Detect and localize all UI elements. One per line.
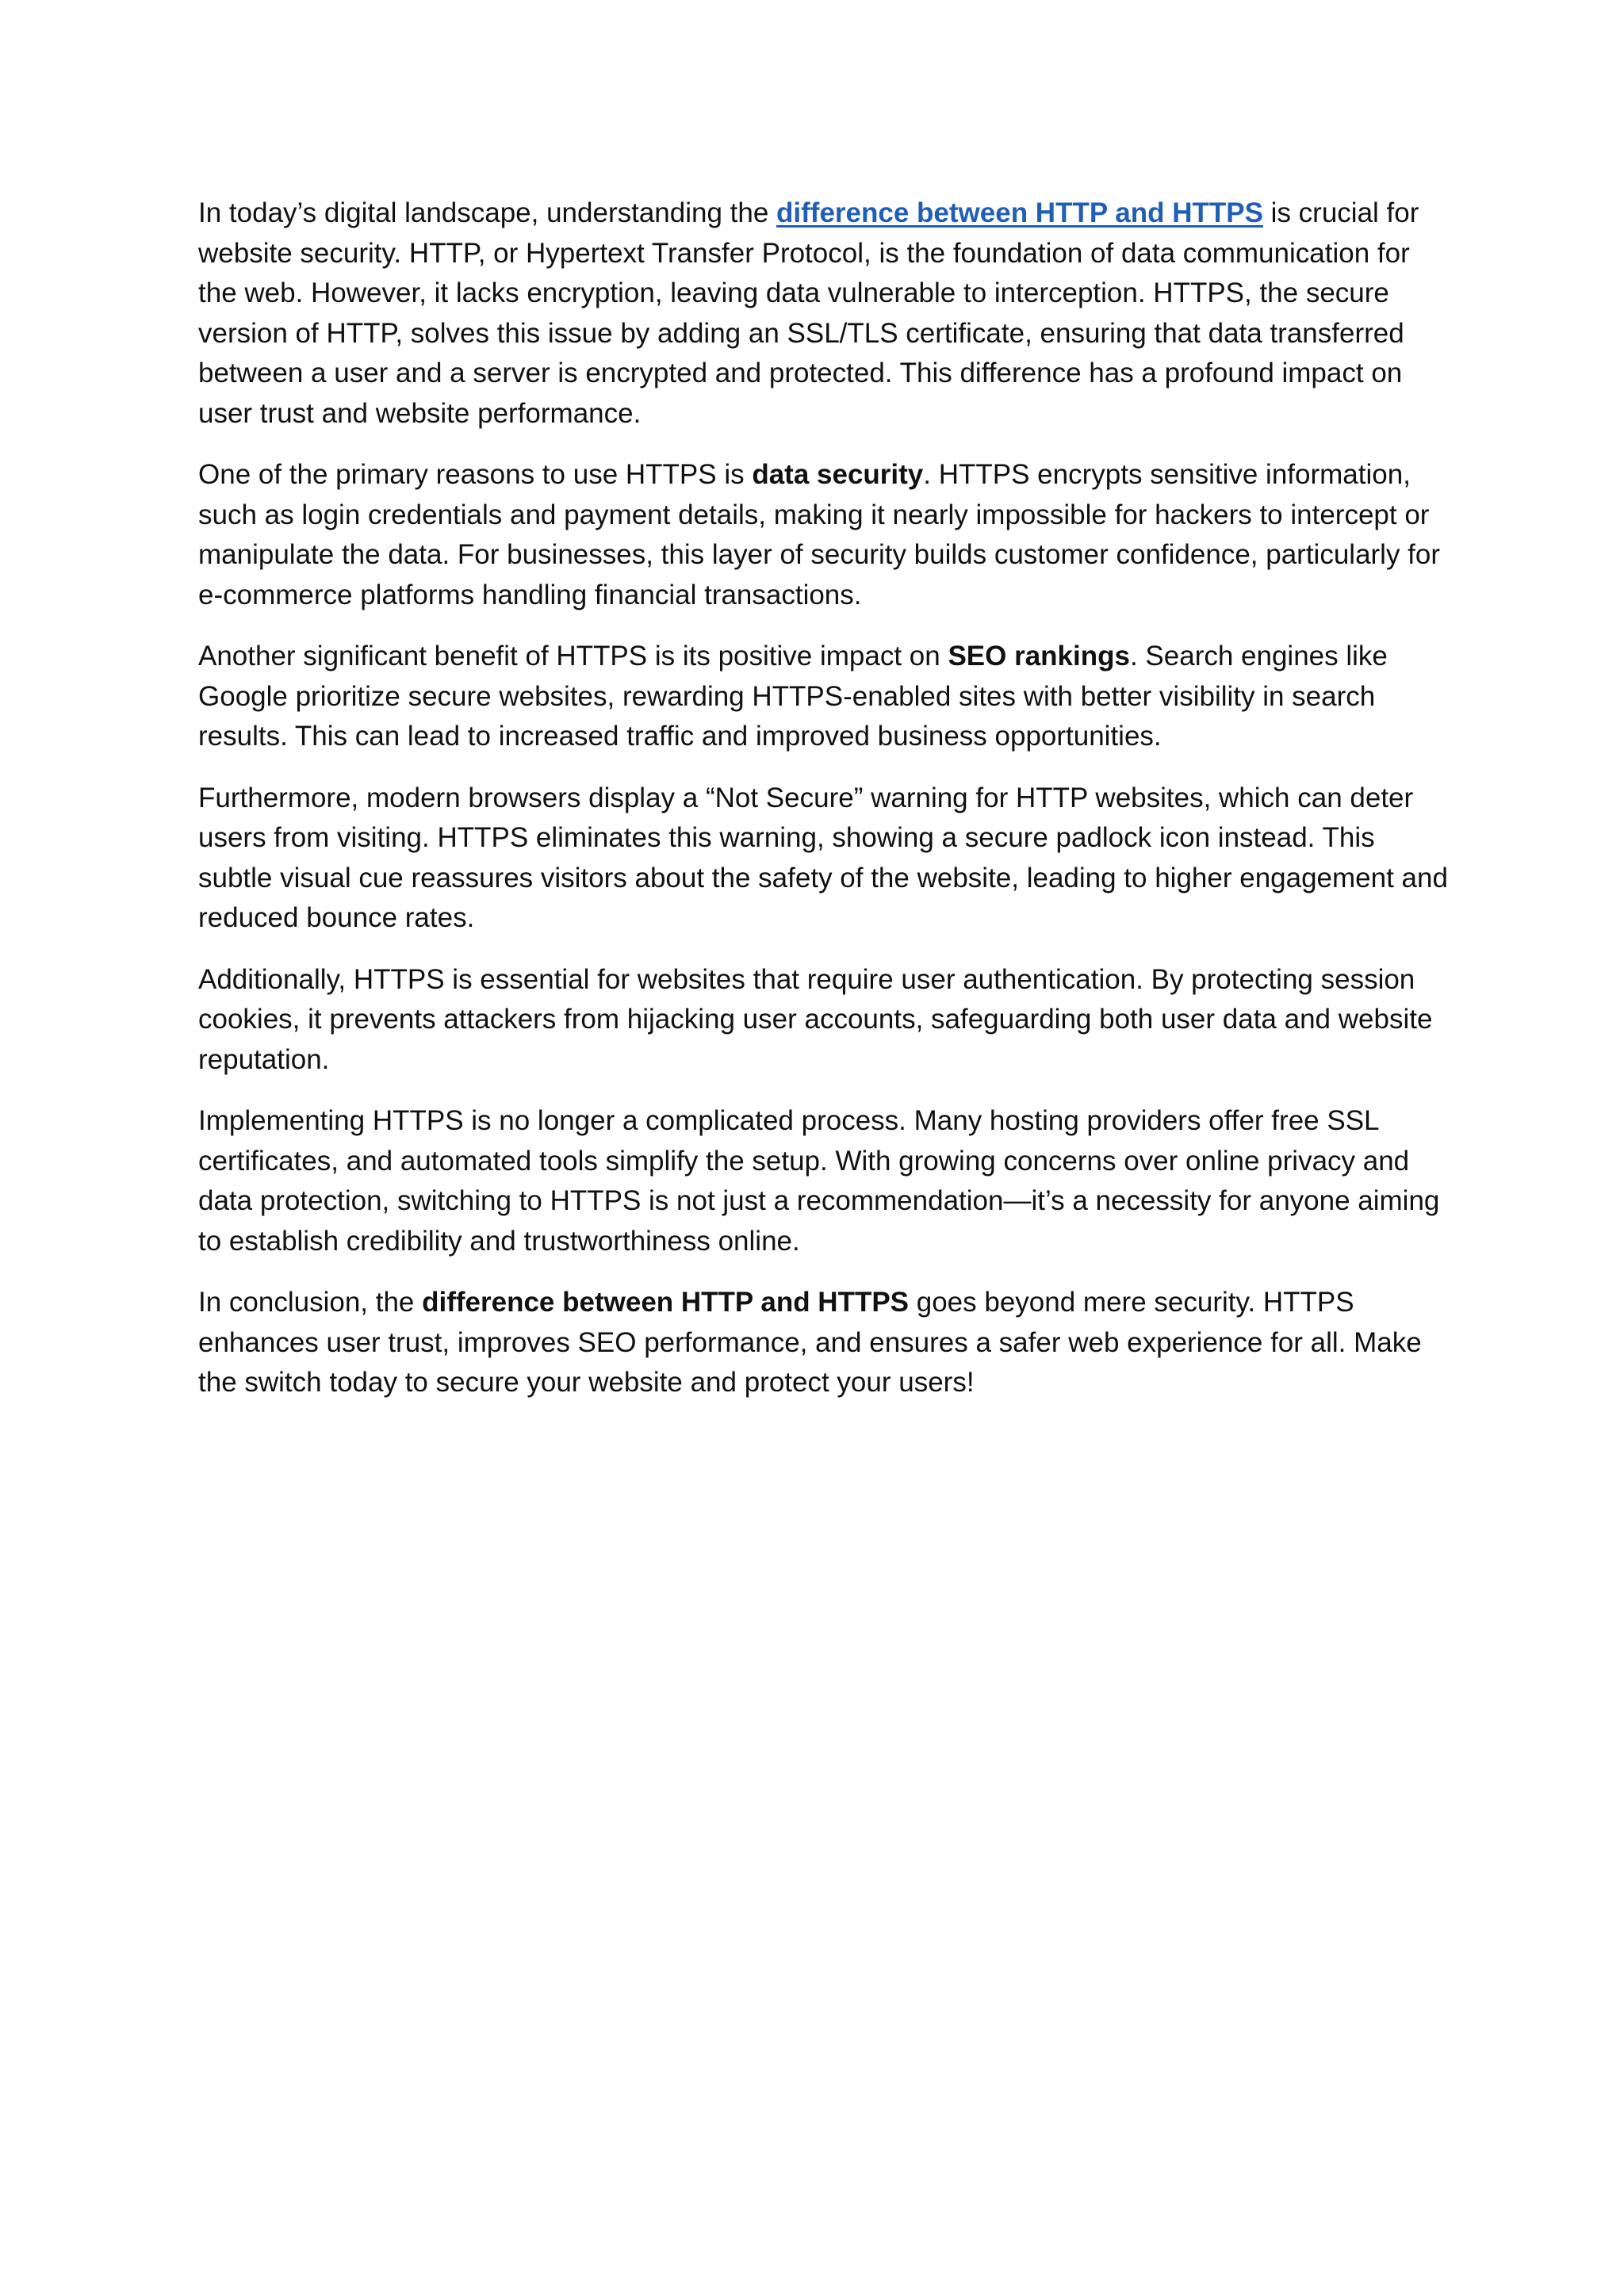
paragraph-browser-warning <box>198 779 1448 939</box>
paragraph-data-security <box>198 455 1448 615</box>
bold-phrase: SEO rankings <box>948 641 1130 672</box>
paragraph-text: One of the primary reasons to use HTTPS is <box>198 459 753 490</box>
paragraph-implementation <box>198 1101 1448 1261</box>
paragraph-text: Another significant benefit of HTTPS is its positive impact on <box>198 641 948 672</box>
paragraph-seo <box>198 637 1448 757</box>
paragraph-text: is crucial for website security. HTTP, or Hypertext Transfer Protocol, is the foundation of data communication for the web. However, it lacks encryption, leaving data vulnerable to interception. HTTPS, the secure version of HTTP, solves this issue by adding an SSL/TLS certificate, ensuring that data transferred between a user and a server is encrypted and protected. This difference has a profound impact on user trust and website performance. <box>198 197 1419 429</box>
bold-phrase: difference between HTTP and HTTPS <box>422 1287 910 1318</box>
http-vs-https-link[interactable]: difference between HTTP and HTTPS <box>776 197 1263 228</box>
paragraph-text: Furthermore, modern browsers display a “Not Secure” warning for HTTP websites, which can deter users from visiting. HTTPS eliminates this warning, showing a secure padlock icon instead. This subtle visual cue reassures visitors about the safety of the website, leading to higher engagement and reduced bounce rates. <box>198 782 1448 933</box>
bold-phrase: data security <box>752 459 924 490</box>
paragraph-conclusion <box>198 1283 1448 1403</box>
document-body <box>198 193 1448 1425</box>
paragraph-authentication <box>198 960 1448 1081</box>
paragraph-intro <box>198 193 1448 434</box>
paragraph-text: In today’s digital landscape, understanding the <box>198 197 777 228</box>
paragraph-text: Additionally, HTTPS is essential for websites that require user authentication. By protecting session cookies, it prevents attackers from hijacking user accounts, safeguarding both user data and website reputation. <box>198 963 1433 1075</box>
paragraph-text: . HTTPS encrypts sensitive information, such as login credentials and payment details, making it nearly impossible for hackers to intercept or manipulate the data. For businesses, this layer of security builds customer confidence, particularly for e-commerce platforms handling financial transactions. <box>198 459 1441 610</box>
paragraph-text: . Search engines like Google prioritize secure websites, rewarding HTTPS-enabled sites with better visibility in search results. This can lead to increased traffic and improved business opportunities. <box>198 641 1388 752</box>
paragraph-text: goes beyond mere security. HTTPS enhances user trust, improves SEO performance, and ensures a safer web experience for all. Make the switch today to secure your website and protect your users! <box>198 1287 1422 1398</box>
paragraph-text: Implementing HTTPS is no longer a complicated process. Many hosting providers offer free SSL certificates, and automated tools simplify the setup. With growing concerns over online privacy and data protection, switching to HTTPS is not just a recommendation—it’s a necessity for anyone aiming to establish credibility and trustworthiness online. <box>198 1105 1440 1257</box>
paragraph-text: In conclusion, the <box>198 1287 423 1318</box>
